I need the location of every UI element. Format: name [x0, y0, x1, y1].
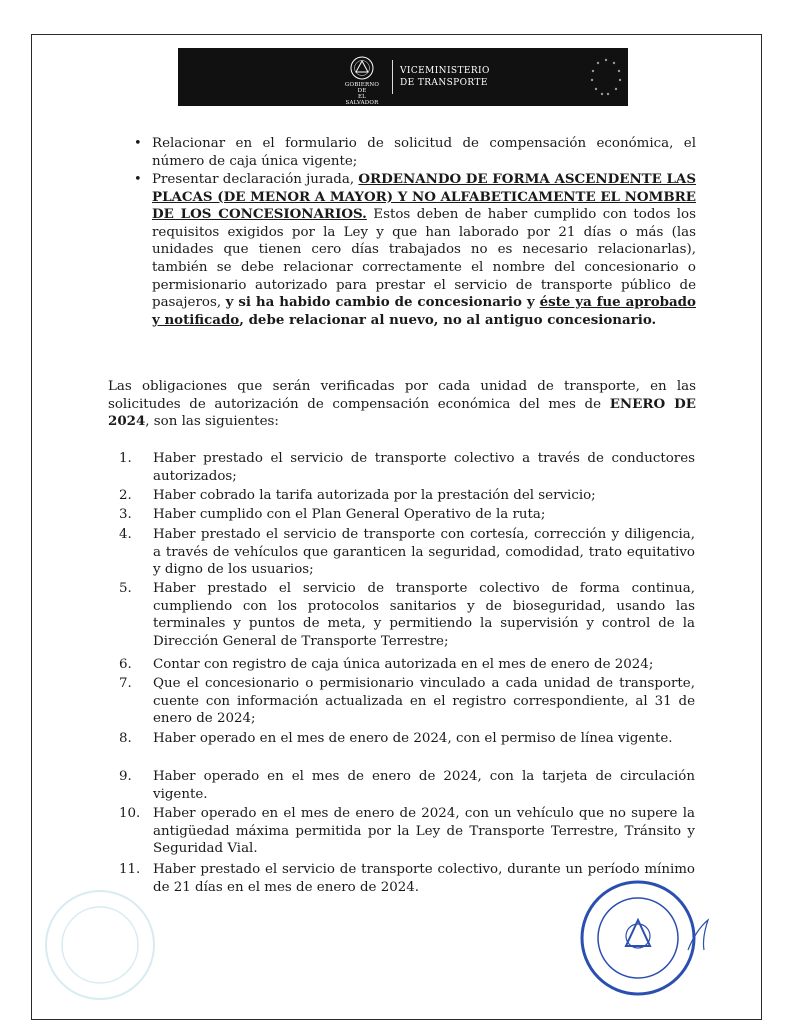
intro-bold: ENERO DE 2024 — [108, 395, 696, 430]
vice-line-1: VICEMINISTERIO — [400, 66, 490, 76]
bullet-2-pre: Presentar declaración jurada, — [152, 172, 359, 187]
stars-decoration-icon — [588, 54, 624, 102]
viceministry-label — [400, 65, 490, 89]
bullet-2-bold-underline-2: éste ya fue aprobado y notificado — [152, 294, 696, 328]
list-item: Que el concesionario o permisionario vinculado a cada unidad de transporte, cuente con información actualizada en el registro correspondiente, al 31 de enero de 2024; — [153, 676, 695, 727]
list-item: Haber prestado el servicio de transporte colectivo de forma continua, cumpliendo con los protocolos sanitarios y de bioseguridad, usando las terminales y puntos de meta, y permitiendo la supervisión y control de la Dirección General de Transporte Terrestre; — [153, 581, 695, 649]
bullet-2-body: Estos deben de haber cumplido con todos los requisitos exigidos por la Ley y que han laborado por 21 días o más (las unidades que tienen cero días trabajados no es necesario relacionarlas), también se debe relacionar correctamente el nombre del concesionario o permisionario autorizado para prestar el servicio de transporte público de pasajeros, — [152, 207, 696, 311]
bullet-2-bold-1: y si ha habido cambio de concesionario y — [225, 294, 540, 311]
item-number: 6. — [119, 657, 132, 672]
item-number: 7. — [119, 676, 132, 691]
item-number: 1. — [119, 451, 132, 466]
bullet-icon: • — [134, 136, 142, 151]
faded-stamp-icon — [40, 885, 160, 1005]
item-number: 3. — [119, 507, 132, 522]
bullet-item-2 — [152, 171, 696, 329]
list-item: Haber prestado el servicio de transporte colectivo, durante un período mínimo de 21 días en el mes de enero de 2024. — [153, 862, 695, 895]
bullet-item-1: Relacionar en el formulario de solicitud de compensación económica, el número de caja única vigente; — [152, 136, 696, 169]
government-label — [342, 82, 382, 106]
list-item: Haber cumplido con el Plan General Operativo de la ruta; — [153, 507, 546, 522]
item-number: 4. — [119, 527, 132, 542]
item-number: 8. — [119, 731, 132, 746]
intro-post: , son las siguientes: — [145, 414, 279, 430]
gov-line-1: GOBIERNO DE — [344, 82, 380, 94]
list-item: Haber prestado el servicio de transporte colectivo a través de conductores autorizados; — [153, 451, 695, 484]
list-item: Haber prestado el servicio de transporte con cortesía, corrección y diligencia, a través de vehículos que garanticen la seguridad, comodidad, trato equitativo y digno de los usuarios; — [153, 527, 695, 578]
list-item: Contar con registro de caja única autorizada en el mes de enero de 2024; — [153, 657, 654, 672]
item-number: 10. — [119, 806, 141, 821]
header-divider — [392, 60, 393, 94]
vice-line-2: DE TRANSPORTE — [400, 78, 488, 88]
bullet-icon: • — [134, 172, 142, 187]
official-stamp-icon — [570, 880, 720, 1000]
coat-of-arms-icon — [350, 56, 374, 80]
list-item: Haber operado en el mes de enero de 2024, con la tarjeta de circulación vigente. — [153, 769, 695, 802]
item-number: 2. — [119, 488, 132, 503]
list-item: Haber cobrado la tarifa autorizada por la prestación del servicio; — [153, 488, 596, 503]
intro-paragraph — [108, 378, 696, 431]
intro-pre: Las obligaciones que serán verificadas por cada unidad de transporte, en las solicitudes de autorización de compensación económica del mes de — [108, 379, 696, 412]
item-number: 5. — [119, 581, 132, 596]
bullet-2-emphasis: ORDENANDO DE FORMA ASCENDENTE LAS PLACAS (DE MENOR A MAYOR) Y NO ALFABETICAMENTE EL NOMBRE DE LOS CONCESIONARIOS. — [152, 171, 697, 223]
list-item: Haber operado en el mes de enero de 2024, con un vehículo que no supere la antigüedad máxima permitida por la Ley de Transporte Terrestre, Tránsito y Seguridad Vial. — [153, 806, 695, 857]
header-banner — [178, 48, 628, 106]
item-number: 11. — [119, 862, 141, 877]
list-item: Haber operado en el mes de enero de 2024, con el permiso de línea vigente. — [153, 731, 673, 746]
item-number: 9. — [119, 769, 132, 784]
gov-line-2: EL SALVADOR — [345, 94, 379, 106]
bullet-2-bold-2: , debe relacionar al nuevo, no al antiguo concesionario. — [239, 311, 657, 328]
